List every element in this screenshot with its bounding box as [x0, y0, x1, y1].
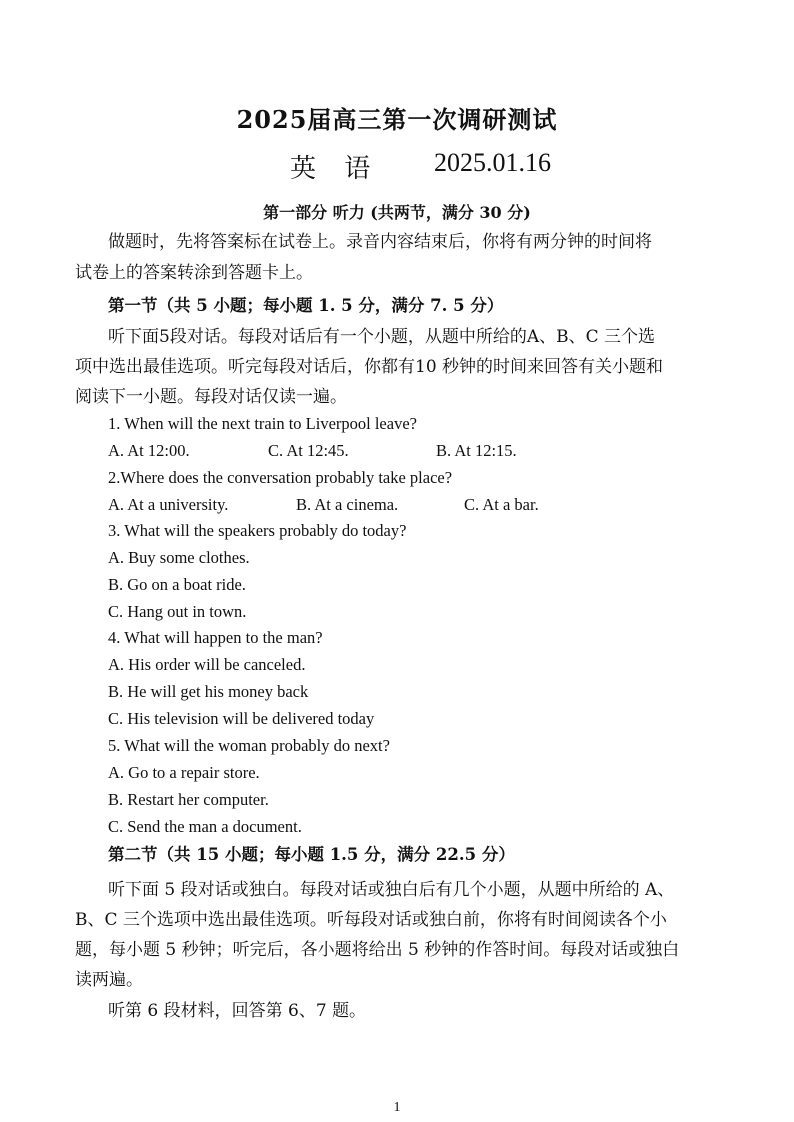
question-4: 4. What will happen to the man? [108, 628, 323, 647]
q1-option-c: C. At 12:45. [268, 441, 349, 460]
q4-option-b: B. He will get his money back [108, 682, 309, 701]
q4-option-a: A. His order will be canceled. [108, 655, 306, 674]
subject-label: 英 语 [290, 154, 381, 184]
section1-instr-line3: 阅读下一小题。每段对话仅读一遍。 [75, 387, 347, 407]
section2-instr-line4: 读两遍。 [75, 970, 143, 990]
q2-option-c: C. At a bar. [464, 495, 539, 514]
q2-option-b: B. At a cinema. [296, 495, 399, 514]
section1-instr-line1: 听下面5段对话。每段对话后有一个小题，从题中所给的A、B、C 三个选 [108, 327, 655, 347]
section2-instr-line2: B、C 三个选项中选出最佳选项。听每段对话或独白前，你将有时间阅读各个小 [75, 910, 667, 930]
section2-instr-line1: 听下面 5 段对话或独白。每段对话或独白后有几个小题，从题中所给的 A、 [108, 880, 675, 900]
q4-option-c: C. His television will be delivered today [108, 709, 375, 728]
exam-title: 2025届高三第一次调研测试 [236, 105, 558, 134]
page-number: 1 [393, 1100, 401, 1115]
question-2: 2.Where does the conversation probably take place? [108, 468, 453, 487]
q3-option-c: C. Hang out in town. [108, 602, 247, 621]
section1-heading: 第一节（共 5 小题；每小题 1. 5 分，满分 7. 5 分） [108, 296, 504, 315]
section2-material: 听第 6 段材料，回答第 6、7 题。 [108, 1001, 367, 1021]
question-3: 3. What will the speakers probably do today? [108, 521, 407, 540]
q2-option-a: A. At a university. [108, 495, 229, 514]
section1-instr-line2: 项中选出最佳选项。听完每段对话后，你都有10 秒钟的时间来回答有关小题和 [75, 357, 664, 377]
section2-heading: 第二节（共 15 小题；每小题 1.5 分，满分 22.5 分） [108, 845, 515, 864]
question-1: 1. When will the next train to Liverpool leave? [108, 414, 417, 433]
part1-heading: 第一部分 听力 (共两节，满分 30 分) [263, 203, 531, 222]
q3-option-a: A. Buy some clothes. [108, 548, 250, 567]
part1-intro-line2: 试卷上的答案转涂到答题卡上。 [75, 263, 313, 283]
section2-instr-line3: 题，每小题 5 秒钟；听完后，各小题将给出 5 秒钟的作答时间。每段对话或独白 [75, 940, 680, 960]
part1-intro-line1: 做题时，先将答案标在试卷上。录音内容结束后，你将有两分钟的时间将 [108, 232, 652, 252]
question-5: 5. What will the woman probably do next? [108, 736, 390, 755]
q5-option-b: B. Restart her computer. [108, 790, 269, 809]
q1-option-b: B. At 12:15. [436, 441, 517, 460]
exam-subtitle [290, 148, 551, 185]
exam-date: 2025.01.16 [434, 148, 551, 177]
q3-option-b: B. Go on a boat ride. [108, 575, 246, 594]
q5-option-a: A. Go to a repair store. [108, 763, 260, 782]
q5-option-c: C. Send the man a document. [108, 817, 302, 836]
q1-option-a: A. At 12:00. [108, 441, 190, 460]
